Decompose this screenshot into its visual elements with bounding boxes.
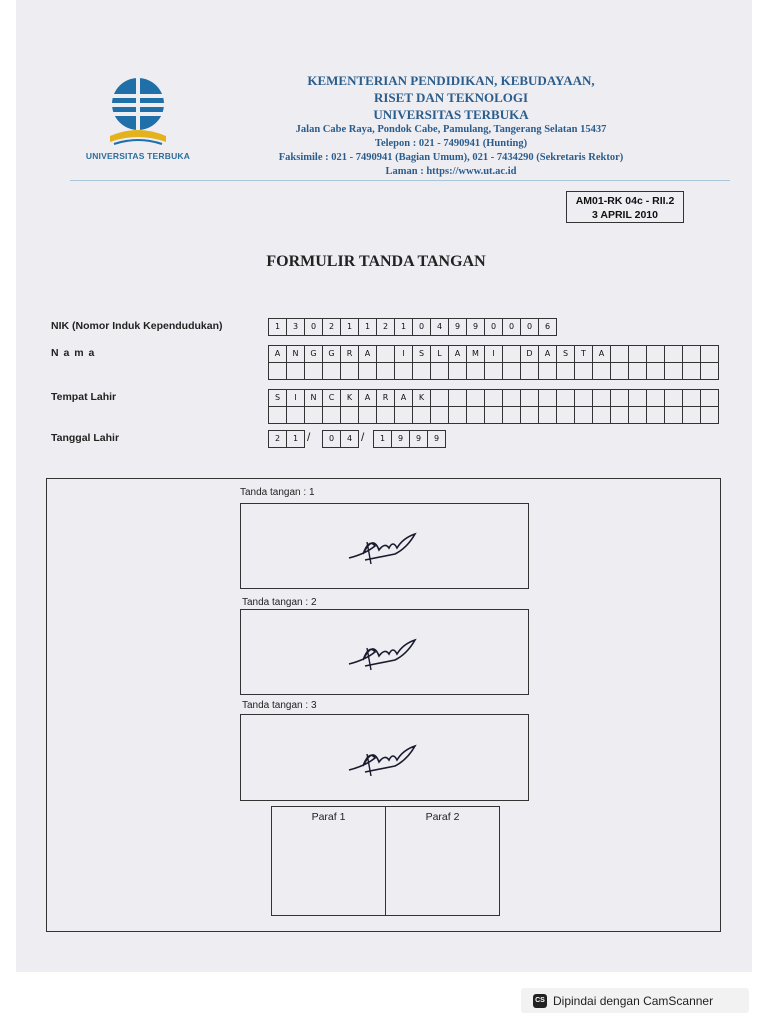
- grid-cell: 6: [538, 318, 557, 336]
- grid-cell: 1: [340, 318, 359, 336]
- signature-label-1: Tanda tangan : 1: [240, 487, 315, 498]
- document-page: [16, 0, 752, 972]
- tempat-lahir-label: Tempat Lahir: [51, 391, 117, 403]
- university-name: UNIVERSITAS TERBUKA: [373, 107, 529, 122]
- grid-cell: G: [322, 345, 341, 363]
- grid-cell: [502, 406, 521, 424]
- grid-cell: [592, 362, 611, 380]
- grid-cell: S: [556, 345, 575, 363]
- nama-grid-row1: [268, 345, 719, 363]
- grid-cell: D: [520, 345, 539, 363]
- grid-cell: [628, 345, 647, 363]
- grid-cell: [574, 406, 593, 424]
- grid-cell: G: [304, 345, 323, 363]
- grid-cell: I: [286, 389, 305, 407]
- grid-cell: [466, 362, 485, 380]
- grid-cell: A: [358, 389, 377, 407]
- ministry-line-1: KEMENTERIAN PENDIDIKAN, KEBUDAYAAN,: [307, 73, 595, 88]
- grid-cell: [394, 362, 413, 380]
- signature-label-3: Tanda tangan : 3: [242, 700, 317, 711]
- grid-cell: A: [358, 345, 377, 363]
- month-grid: [322, 430, 359, 448]
- tanggal-lahir-label: Tanggal Lahir: [51, 432, 120, 444]
- paraf-2: Paraf 2: [425, 811, 460, 823]
- grid-cell: [448, 406, 467, 424]
- grid-cell: 9: [409, 430, 428, 448]
- grid-cell: [682, 362, 701, 380]
- grid-cell: 0: [304, 318, 323, 336]
- grid-cell: [430, 362, 449, 380]
- grid-cell: [700, 406, 719, 424]
- grid-cell: [610, 406, 629, 424]
- grid-cell: [682, 406, 701, 424]
- grid-cell: [646, 345, 665, 363]
- doc-date: 3 APRIL 2010: [592, 209, 658, 221]
- header-divider: [70, 180, 730, 181]
- grid-cell: [430, 389, 449, 407]
- grid-cell: 9: [427, 430, 446, 448]
- grid-cell: [286, 362, 305, 380]
- grid-cell: 2: [322, 318, 341, 336]
- letterhead: [226, 72, 676, 179]
- nik-label: NIK (Nomor Induk Kependudukan): [51, 320, 223, 332]
- grid-cell: [646, 389, 665, 407]
- grid-cell: K: [340, 389, 359, 407]
- camscanner-watermark: [521, 988, 749, 1013]
- grid-cell: [322, 406, 341, 424]
- grid-cell: [556, 362, 575, 380]
- tempat-grid-row2: [268, 406, 719, 424]
- grid-cell: [538, 389, 557, 407]
- grid-cell: [322, 362, 341, 380]
- grid-cell: [448, 362, 467, 380]
- grid-cell: A: [592, 345, 611, 363]
- grid-cell: L: [430, 345, 449, 363]
- grid-cell: [466, 406, 485, 424]
- grid-cell: [376, 406, 395, 424]
- grid-cell: N: [286, 345, 305, 363]
- camscanner-icon: CS: [533, 994, 547, 1008]
- address: Jalan Cabe Raya, Pondok Cabe, Pamulang, Tangerang Selatan 15437: [295, 124, 607, 135]
- form-title: FORMULIR TANDA TANGAN: [266, 253, 486, 270]
- grid-cell: [664, 345, 683, 363]
- grid-cell: S: [412, 345, 431, 363]
- grid-cell: A: [394, 389, 413, 407]
- grid-cell: S: [268, 389, 287, 407]
- website: Laman : https://www.ut.ac.id: [385, 166, 517, 177]
- grid-cell: [646, 362, 665, 380]
- grid-cell: [268, 362, 287, 380]
- grid-cell: [376, 345, 395, 363]
- grid-cell: [502, 389, 521, 407]
- grid-cell: [556, 389, 575, 407]
- grid-cell: [376, 362, 395, 380]
- grid-cell: [484, 389, 503, 407]
- ministry-line-2: RISET DAN TEKNOLOGI: [373, 90, 529, 105]
- grid-cell: [412, 362, 431, 380]
- grid-cell: [538, 406, 557, 424]
- grid-cell: 0: [322, 430, 341, 448]
- signature-box-2: [240, 609, 529, 695]
- grid-cell: [592, 389, 611, 407]
- phone: Telepon : 021 - 7490941 (Hunting): [374, 138, 528, 149]
- signature-image: [345, 524, 425, 568]
- tempat-grid-row1: [268, 389, 719, 407]
- grid-cell: [520, 362, 539, 380]
- grid-cell: 9: [448, 318, 467, 336]
- grid-cell: [430, 406, 449, 424]
- grid-cell: 3: [286, 318, 305, 336]
- grid-cell: [358, 362, 377, 380]
- grid-cell: R: [340, 345, 359, 363]
- grid-cell: I: [394, 345, 413, 363]
- grid-cell: [520, 389, 539, 407]
- grid-cell: 2: [268, 430, 287, 448]
- grid-cell: T: [574, 345, 593, 363]
- nik-grid: [268, 318, 557, 336]
- grid-cell: 2: [376, 318, 395, 336]
- grid-cell: [538, 362, 557, 380]
- day-grid: [268, 430, 305, 448]
- camscanner-text: Dipindai dengan CamScanner: [553, 993, 714, 1008]
- nama-grid-row2: [268, 362, 719, 380]
- year-grid: [373, 430, 446, 448]
- grid-cell: I: [484, 345, 503, 363]
- grid-cell: [664, 406, 683, 424]
- grid-cell: [628, 362, 647, 380]
- doc-code: AM01-RK 04c - RII.2: [575, 195, 675, 207]
- grid-cell: [664, 389, 683, 407]
- grid-cell: [700, 389, 719, 407]
- grid-cell: [610, 362, 629, 380]
- grid-cell: 1: [286, 430, 305, 448]
- grid-cell: [448, 389, 467, 407]
- signature-box-3: [240, 714, 529, 801]
- grid-cell: 9: [391, 430, 410, 448]
- fax: Faksimile : 021 - 7490941 (Bagian Umum), 021 - 7434290 (Sekretaris Rektor): [278, 152, 624, 163]
- grid-cell: R: [376, 389, 395, 407]
- grid-cell: 9: [466, 318, 485, 336]
- grid-cell: [484, 406, 503, 424]
- doc-code-box: [566, 191, 684, 223]
- grid-cell: M: [466, 345, 485, 363]
- logo-text: UNIVERSITAS TERBUKA: [85, 151, 191, 161]
- grid-cell: [700, 345, 719, 363]
- grid-cell: 4: [430, 318, 449, 336]
- signature-image: [345, 630, 425, 674]
- grid-cell: [682, 345, 701, 363]
- grid-cell: [646, 406, 665, 424]
- grid-cell: C: [322, 389, 341, 407]
- grid-cell: [268, 406, 287, 424]
- grid-cell: K: [412, 389, 431, 407]
- nama-label: N a m a: [51, 347, 96, 359]
- grid-cell: 1: [394, 318, 413, 336]
- grid-cell: [628, 406, 647, 424]
- grid-cell: [682, 389, 701, 407]
- grid-cell: [340, 406, 359, 424]
- grid-cell: 0: [484, 318, 503, 336]
- grid-cell: 1: [373, 430, 392, 448]
- grid-cell: [700, 362, 719, 380]
- grid-cell: N: [304, 389, 323, 407]
- grid-cell: 0: [520, 318, 539, 336]
- grid-cell: A: [448, 345, 467, 363]
- grid-cell: [592, 406, 611, 424]
- grid-cell: [412, 406, 431, 424]
- grid-cell: 1: [358, 318, 377, 336]
- grid-cell: [304, 406, 323, 424]
- grid-cell: [466, 389, 485, 407]
- grid-cell: A: [268, 345, 287, 363]
- date-separator: /: [361, 430, 365, 444]
- grid-cell: [520, 406, 539, 424]
- grid-cell: A: [538, 345, 557, 363]
- grid-cell: [502, 362, 521, 380]
- grid-cell: 4: [340, 430, 359, 448]
- signature-image: [345, 736, 425, 780]
- grid-cell: [304, 362, 323, 380]
- grid-cell: [574, 389, 593, 407]
- grid-cell: [556, 406, 575, 424]
- grid-cell: [394, 406, 413, 424]
- grid-cell: [286, 406, 305, 424]
- grid-cell: [610, 389, 629, 407]
- grid-cell: [628, 389, 647, 407]
- grid-cell: [340, 362, 359, 380]
- grid-cell: [664, 362, 683, 380]
- grid-cell: [484, 362, 503, 380]
- signature-label-2: Tanda tangan : 2: [242, 597, 317, 608]
- paraf-table: [271, 806, 500, 916]
- grid-cell: [574, 362, 593, 380]
- grid-cell: [358, 406, 377, 424]
- grid-cell: [502, 345, 521, 363]
- grid-cell: 0: [412, 318, 431, 336]
- date-separator: /: [307, 430, 311, 444]
- grid-cell: [610, 345, 629, 363]
- paraf-1: Paraf 1: [272, 807, 386, 915]
- signature-box-1: [240, 503, 529, 589]
- grid-cell: 0: [502, 318, 521, 336]
- grid-cell: 1: [268, 318, 287, 336]
